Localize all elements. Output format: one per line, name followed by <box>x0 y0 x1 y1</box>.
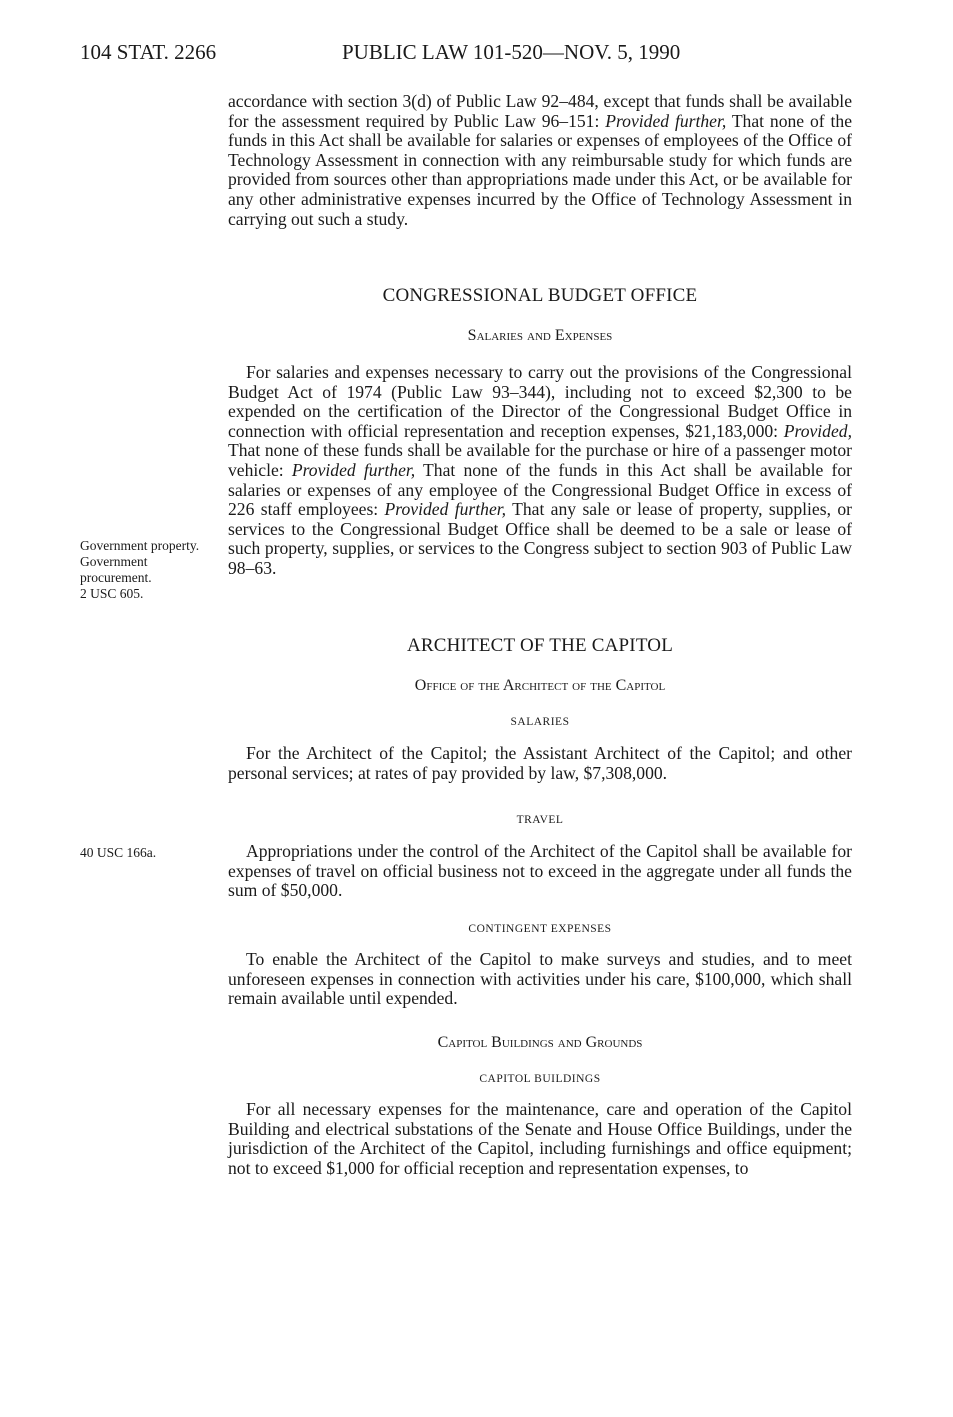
cbo-title: CONGRESSIONAL BUDGET OFFICE <box>382 285 698 306</box>
travel-heading: TRAVEL <box>516 814 564 826</box>
travel-paragraph: Appropriations under the control of the Architect of the Capitol shall be available for expenses of travel on official business not to exceed in the aggregate under all funds the sum of $50,000. <box>228 841 852 901</box>
salaries-paragraph: For the Architect of the Capitol; the Assistant Architect of the Capitol; and other personal services; at rates of pay provided by law, $7,308,000. <box>228 743 852 783</box>
cbo-subtitle: Salaries and Expenses <box>467 327 613 344</box>
aoc-title: ARCHITECT OF THE CAPITOL <box>406 635 674 656</box>
travel-margin-note: 40 USC 166a. <box>80 845 157 860</box>
intro-paragraph: accordance with section 3(d) of Public Law 92–484, except that funds shall be available for the assessment required by Public Law 96–151: Provided further, That none of the funds in this Act shall be available for salaries or expenses of employees of the Office of Technology Assessment in connection with any reimbursable study for which funds are provided from sources other than appropriations made under this Act, or be available for any other administrative expenses incurred by the Office of Technology Assessment in carrying out such a study. <box>228 91 853 229</box>
buildings-paragraph: For all necessary expenses for the maintenance, care and operation of the Capitol Building and electrical substations of the Senate and House Office Buildings, under the jurisdiction of the Architect of the Capitol, including furnishings and office equipment; not to exceed $1,000 for official reception and representation expenses, to <box>228 1099 852 1178</box>
contingent-paragraph: To enable the Architect of the Capitol to make surveys and studies, and to meet unforeseen expenses in connection with activities under his care, $100,000, which shall remain available until expended. <box>228 949 852 1009</box>
margin-note-procurement: Government procurement. <box>80 554 152 585</box>
cbo-section <box>228 286 852 306</box>
cbo-paragraph: For salaries and expenses necessary to carry out the provisions of the Congressional Budget Act of 1974 (Public Law 93–344), including not to exceed $2,300 to be expended on the certification of the Director of the Congressional Budget Office in connection with official representation and reception expenses, $21,183,000: Provided, That none of these funds shall be available for the purchase or hire of a passenger motor vehicle: Provided further, That none of the funds in this Act shall be available for salaries or expenses of any employee of the Congressional Budget Office in excess of 226 staff employees: Provided further, That any sale or lease of property, supplies, or services to the Congressional Budget Office shall be deemed to be a sale or lease of such property, supplies, or services to the Congress subject to section 903 of Public Law 98–63. <box>228 362 853 578</box>
aoc-subtitle: Office of the Architect of the Capitol <box>414 677 666 694</box>
margin-note-property: Government property. <box>80 538 200 553</box>
margin-note-usc: 2 USC 605. <box>80 586 144 601</box>
grounds-heading: Capitol Buildings and Grounds <box>437 1034 643 1051</box>
salaries-heading: SALARIES <box>510 716 570 728</box>
intro-section <box>228 92 852 229</box>
page-header <box>80 40 860 70</box>
cbo-margin-notes <box>80 538 200 602</box>
contingent-heading: CONTINGENT EXPENSES <box>468 923 612 935</box>
buildings-heading: CAPITOL BUILDINGS <box>479 1073 601 1085</box>
stat-page-number: 104 STAT. 2266 <box>80 40 217 64</box>
law-title: PUBLIC LAW 101-520—NOV. 5, 1990 <box>342 40 681 64</box>
